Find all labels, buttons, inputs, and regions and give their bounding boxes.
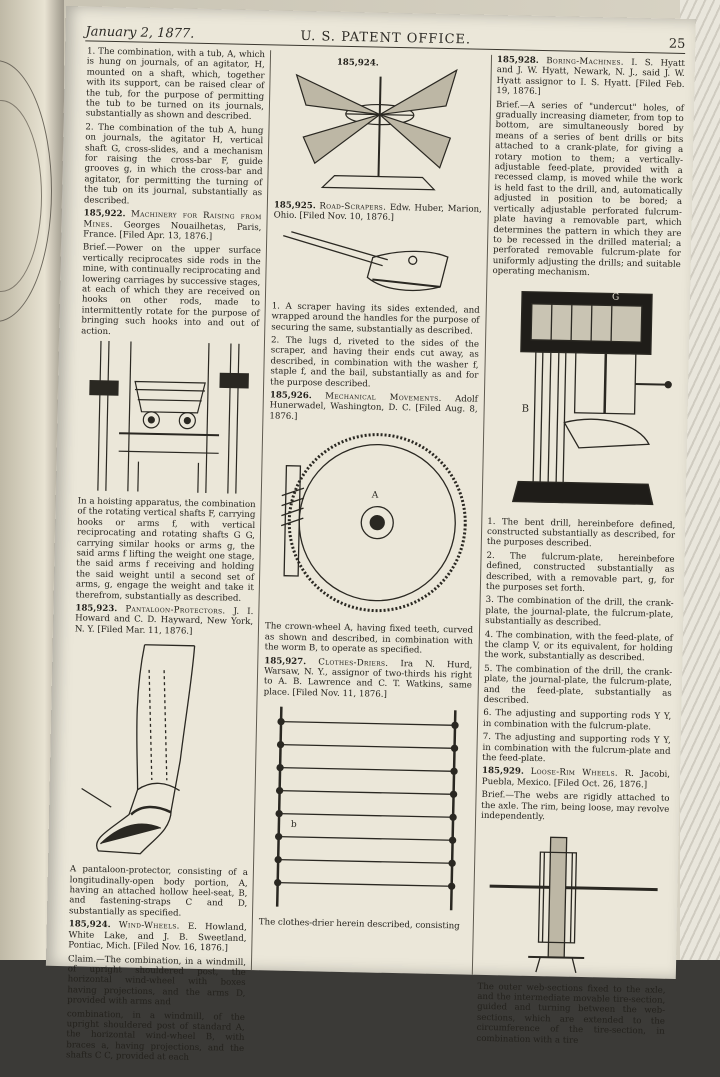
- claim-text: The clothes-drier herein described, consisting: [258, 917, 460, 932]
- header-page-number: 25: [668, 36, 686, 52]
- patent-entry-heading: 185,926. Mechanical Movements. Adolf Hunerwadel, Washington, D. C. [Filed Aug. 8, 1876.]: [269, 390, 478, 422]
- claim-text: 1. A scraper having its sides extended, and wrapped around the handles for the purpose of securing the same, substantially as described.: [271, 301, 480, 337]
- figure-patent-number: 185,924.: [336, 57, 379, 69]
- claim-text: 6. The adjusting and supporting rods Y Y, in combination with the fulcrum-plate.: [482, 708, 672, 733]
- header-date: January 2, 1877.: [85, 24, 195, 42]
- gazette-page: [46, 6, 696, 1063]
- patent-entry-heading: 185,929. Loose-Rim Wheels. R. Jacobi, Puebla, Mexico. [Filed Oct. 26, 1876.]: [481, 766, 671, 791]
- claim-text: In a hoisting apparatus, the combination of the rotating vertical shafts F, carrying hooks or arms f, with vertical reciprocating and rotating shafts G G, carrying similar hooks or arms g, the said arms f lifting the weight one stage, the said arms f receiving and holding the said weight until a second set of arms, g, engage the weight and take it therefrom, substantially as described.: [75, 496, 256, 604]
- patent-entry-heading: 185,922. Machinery for Raising from Mines. Georges Nouailhetas, Paris, France. [Filed Apr. 13, 1876.]: [83, 208, 262, 243]
- claim-text: 2. The combination of the tub A, hung on journals, the agitator H, vertical shaft G, cross-slides, and a mechanism for raising the cross-bar F, guide grooves g, in which the cross-bar and agitator, for permitting the turning of the tub on its journal, substantially as described.: [83, 122, 264, 207]
- claim-text: 4. The combination, with the feed-plate, of the clamp V, or its equivalent, for holding the work, substantially as described.: [484, 629, 673, 664]
- boring-label-g: G: [611, 292, 620, 303]
- claim-text: 1. The bent drill, hereinbefore defined, constructed substantially as described, for the purposes described.: [486, 516, 676, 550]
- loose-rim-wheel-figure: [478, 825, 669, 979]
- brief-text: Brief.—Power on the upper surface vertically reciprocates side rods in the mine, with continually reciprocating and lowering carriages by successive stages, at each of which they are received on hooks on other rods, made to intermittently rotate for the purpose of bringing such hooks into and out of action.: [81, 242, 262, 337]
- claim-text: The crown-wheel A, having fixed teeth, curved as shown and described, in combination with the worm B, to operate as specified.: [264, 621, 474, 656]
- claim-text: 1. The combination, with a tub, A, which is hung on journals, of an agitator, H, mounted on a shaft, which, together with its support, can be raised clear of the tub, for the purpose of permitting the tub to be turned on its journals, substantially as shown and described.: [85, 46, 266, 123]
- crown-wheel-figure: [265, 426, 477, 620]
- brief-text: Brief.—A series of "undercut" holes, of gradually increasing diameter, from top to bottom, are simultaneously bored by means of a series of bent drills or bits attached to a crank-plate, for giving a rotary motion to them; a vertically-adjustable feed-plate, provided with a recessed clamp, is moved while the work is held fast to the drill, and, automatically adjusted in position to be bored; a vertically adjustable perforated fulcrum-plate having a removable part, which determines the pattern in which they are to be recessed in the drilled material; a perforated removable fulcrum-plate for uniformly adjusting the drills; and suitable operating mechanism.: [492, 99, 685, 279]
- column-1: [66, 46, 265, 1067]
- header-office: U. S. PATENT OFFICE.: [300, 28, 472, 48]
- boring-label-b: B: [521, 403, 530, 415]
- column-2: [259, 50, 485, 935]
- claim-text: 2. The fulcrum-plate, hereinbefore defined, constructed substantially as described, with a removable part, g, for the purposes set forth.: [485, 550, 675, 594]
- brief-text: Brief.—The webs are rigidly attached to the axle. The rim, being loose, may revolve independently.: [481, 790, 670, 823]
- claim-text: 3. The combination of the drill, the crank-plate, the journal-plate, the fulcrum-plate, substantially as described.: [485, 595, 674, 629]
- pantaloon-protector-figure: [70, 639, 253, 863]
- claim-text: combination, in a windmill, of the upright shouldered post of standard A, the horizontal wind-wheel B, with braces a, having projections, and the shafts C C, provided at each: [65, 1008, 245, 1063]
- claim-text: 5. The combination of the drill, the crank-plate, the journal-plate, the fulcrum-plate, and the feed-plate, substantially as described.: [483, 663, 673, 706]
- patent-entry-heading: 185,924. Wind-Wheels. E. Howland, White Lake, and J. B. Sweetland, Pontiac, Mich. [Filed Nov. 16, 1876.]: [68, 919, 247, 954]
- column-3: [476, 55, 685, 1051]
- claim-text: 7. The adjusting and supporting rods Y Y, in combination with the fulcrum-plate and the feed-plate.: [482, 732, 671, 765]
- road-scraper-figure: [272, 225, 481, 299]
- clothes-drier-figure: [259, 701, 471, 915]
- hoisting-apparatus-figure: [78, 340, 259, 494]
- wind-wheel-figure: [274, 54, 485, 198]
- claim-text: Claim.—The combination, in a windmill, of upright shouldered post, the horizontal wind-wheel with boxes having projections, and the arms D, provided with arms and: [67, 953, 247, 1008]
- drier-label: b: [290, 820, 297, 831]
- claim-text: The outer web-sections fixed to the axle, and the intermediate movable tire-section, guided and turning between the web-sections, which are extended to the circumference of the tire-section, in combination with a tire: [476, 981, 666, 1046]
- patent-entry-heading: 185,927. Clothes-Driers. Ira N. Hurd, Warsaw, N. Y., assignor of two-thirds his right to A. B. Lawrence and C. T. Watkins, same place. [Filed Nov. 11, 1876.]: [263, 655, 473, 700]
- claim-text: 2. The lugs d, riveted to the sides of the scraper, and having their ends cut away, as described, in combination with the washer f, staple f, and the bail, substantially as and for the purpose described.: [270, 335, 480, 390]
- claim-text: A pantaloon-protector, consisting of a longitudinally-open body portion, A, having an attached hollow heel-seat, B, and fastening-straps C and D, substantially as specified.: [68, 864, 248, 919]
- patent-entry-heading: 185,928. Boring-Machines. I. S. Hyatt and J. W. Hyatt, Newark, N. J., said J. W. Hyatt assignor to I. S. Hyatt. [Filed Feb. 19, 1876.]: [496, 55, 686, 98]
- patent-entry-heading: 185,925. Road-Scrapers. Edw. Huber, Marion, Ohio. [Filed Nov. 10, 1876.]: [273, 200, 482, 224]
- crown-wheel-label: A: [371, 490, 379, 501]
- boring-machine-figure: [488, 281, 681, 515]
- patent-entry-heading: 185,923. Pantaloon-Protectors. J. I. Howard and C. D. Hayward, New York, N. Y. [Filed Mar. 11, 1876.]: [74, 603, 254, 637]
